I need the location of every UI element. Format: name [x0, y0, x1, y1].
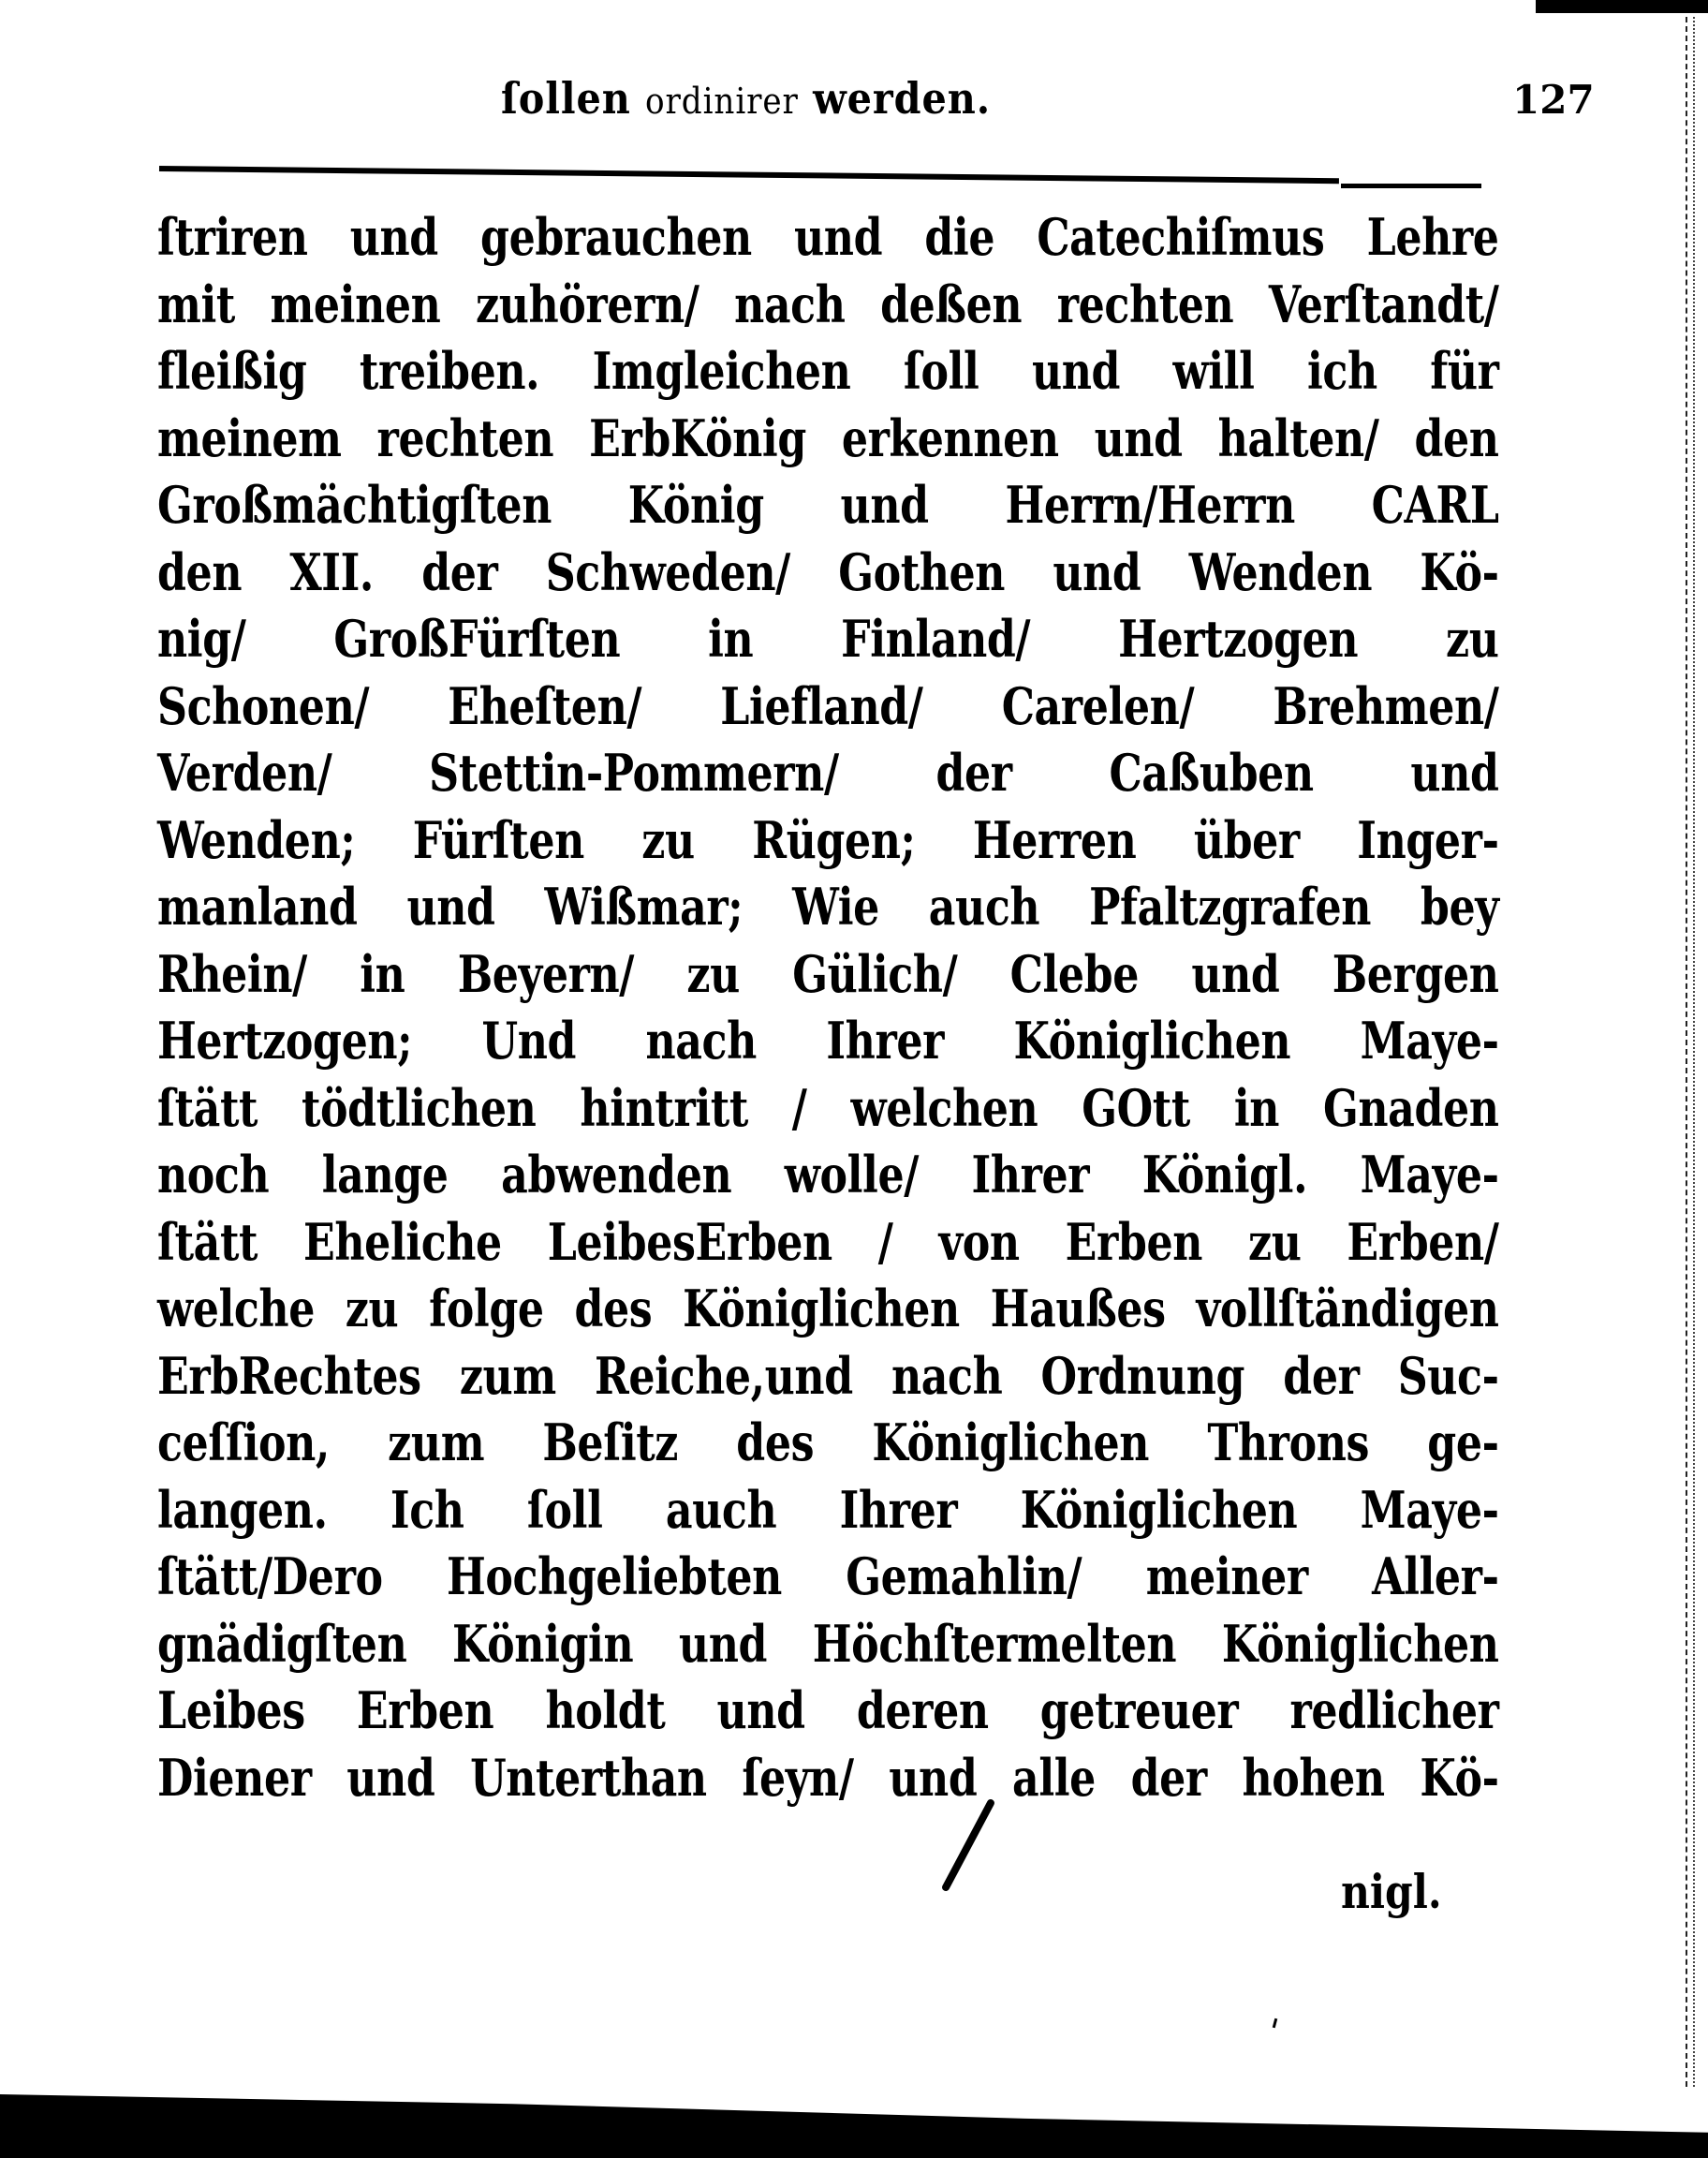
text-line: manland und Wißmar; Wie auch Pfaltzgrafen bey [157, 877, 1499, 937]
text-line: Hertzogen; Und nach Ihrer Königlichen Maye- [157, 1011, 1499, 1071]
text-line: Wenden; Fürſten zu Rügen; Herren über Inger- [157, 809, 1499, 870]
page-right-edge [1686, 17, 1695, 2087]
text-line: Rhein/ in Beyern/ zu Gülich/ Clebe und Bergen [157, 943, 1499, 1004]
catchword: nigl. [1341, 1864, 1442, 1919]
text-line: noch lange abwenden wolle/ Ihrer Königl. Maye- [157, 1145, 1499, 1205]
text-line: Verden/ Stettin-Pommern/ der Caßuben und [157, 743, 1499, 803]
text-line: meinem rechten ErbKönig erkennen und halten/ den [157, 407, 1499, 468]
body-text [157, 204, 1498, 1811]
running-title-word-3: werden. [813, 73, 992, 124]
scan-bottom-shadow [0, 2094, 1708, 2158]
text-line: ſtätt Eheliche LeibesErben / von Erben zu Erben/ [157, 1211, 1499, 1272]
scan-top-shadow [1536, 0, 1708, 13]
text-line: ceſſion, zum Beſitz des Königlichen Throns ge- [157, 1412, 1499, 1472]
ink-mark [941, 1798, 996, 1893]
running-head [501, 73, 1595, 139]
text-line: den XII. der Schweden/ Gothen und Wenden Kö- [157, 541, 1499, 602]
text-line: ſtätt/Dero Hochgeliebten Gemahlin/ meiner Aller- [157, 1546, 1499, 1606]
page-number: 127 [1512, 77, 1595, 123]
header-rule [159, 166, 1339, 184]
text-line: ſtriren und gebrauchen und die Catechiſmus Lehre [157, 207, 1499, 267]
text-line: gnädigſten Königin und Höchſtermelten Königlichen [157, 1613, 1499, 1674]
text-line: mit meinen zuhörern/ nach deßen rechten Verſtandt/ [157, 273, 1499, 334]
running-title-word-2: ordinirer [645, 81, 799, 122]
text-line: welche zu folge des Königlichen Haußes vollſtändigen [157, 1279, 1499, 1338]
text-line: Schonen/ Eheſten/ Liefland/ Carelen/ Brehmen/ [157, 675, 1499, 736]
text-line: fleißig treiben. Imgleichen ſoll und will ich für [157, 341, 1499, 401]
text-line: Großmächtigſten König und Herrn/Herrn CARL [157, 475, 1499, 535]
ink-speck [1273, 2018, 1277, 2028]
header-rule-end [1341, 184, 1481, 188]
running-title [501, 73, 991, 124]
text-line: nig/ GroßFürſten in Finland/ Hertzogen zu [157, 609, 1499, 669]
text-line: ErbRechtes zum Reiche,und nach Ordnung der Suc- [157, 1345, 1499, 1406]
text-line: Diener und Unterthan ſeyn/ und alle der hohen Kö- [157, 1747, 1499, 1808]
text-line: langen. Ich ſoll auch Ihrer Königlichen Maye- [157, 1479, 1499, 1540]
running-title-word-1: ſollen [501, 73, 631, 124]
text-line: Leibes Erben holdt und deren getreuer redlicher [157, 1680, 1499, 1740]
text-line: ſtätt tödtlichen hintritt / welchen GOtt in Gnaden [157, 1077, 1499, 1138]
